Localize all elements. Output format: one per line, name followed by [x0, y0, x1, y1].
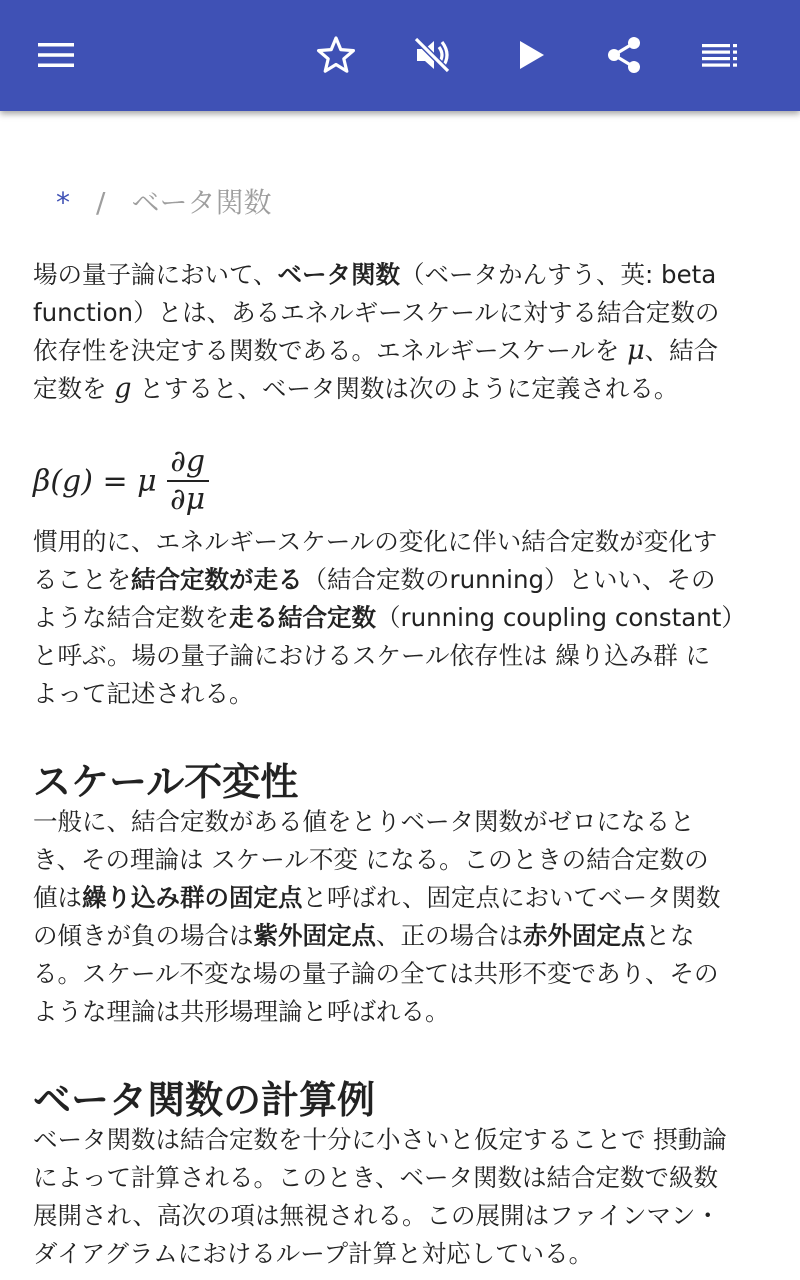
text: 値は [33, 883, 82, 912]
term-bold: 走る結合定数 [229, 603, 376, 632]
term-bold: 繰り込み群の固定点 [82, 883, 303, 912]
table-of-contents-button[interactable] [692, 27, 748, 83]
scale-invariance-paragraph [33, 803, 773, 1031]
text: 慣用的に、エネルギースケールの変化に伴い結合定数が変化す [33, 527, 718, 556]
formula-numerator: ∂g [170, 444, 206, 479]
bookmark-button[interactable] [308, 27, 364, 83]
share-icon [602, 33, 646, 77]
text: き、その理論は スケール不変 になる。このときの結合定数の [33, 845, 709, 874]
text: ダイアグラムにおけるループ計算と対応している。 [33, 1239, 594, 1268]
text: とすると、ベータ関数は次のように定義される。 [131, 374, 679, 403]
toc-icon [698, 33, 742, 77]
article-content [0, 111, 800, 1280]
term-bold: 紫外固定点 [253, 921, 376, 950]
text: 、正の場合は [376, 921, 523, 950]
breadcrumb [56, 181, 271, 221]
volume-off-icon [410, 33, 454, 77]
text: （結合定数のrunning）といい、その [302, 565, 716, 594]
text: ベータ関数は結合定数を十分に小さいと仮定することで 摂動論 [33, 1125, 727, 1154]
text: によって計算される。このとき、ベータ関数は結合定数で級数 [33, 1163, 719, 1192]
math-g: g [114, 373, 132, 404]
app-bar [0, 0, 800, 111]
calculation-paragraph [33, 1121, 773, 1273]
play-button[interactable] [502, 27, 558, 83]
section-heading-scale-invariance: スケール不変性 [33, 760, 299, 804]
text: 、結合 [644, 336, 719, 365]
beta-function-formula [33, 441, 209, 521]
text: （running coupling constant） [376, 603, 746, 632]
running-paragraph [33, 523, 773, 713]
math-mu: μ [627, 335, 645, 366]
text: function）とは、あるエネルギースケールに対する結合定数の [33, 298, 720, 327]
text: の傾きが負の場合は [33, 921, 254, 950]
breadcrumb-current: ベータ関数 [131, 186, 272, 219]
breadcrumb-separator: / [96, 186, 106, 219]
text: 定数を [33, 374, 115, 403]
text: 依存性を決定する関数である。エネルギースケールを [33, 336, 628, 365]
formula-fraction [167, 444, 209, 518]
mute-button[interactable] [404, 27, 460, 83]
menu-icon [34, 33, 78, 77]
menu-button[interactable] [28, 27, 84, 83]
text: よって記述される。 [33, 679, 254, 708]
text: と呼ぶ。場の量子論におけるスケール依存性は 繰り込み群 に [33, 641, 711, 670]
text: （ベータかんすう、英: beta [400, 260, 717, 289]
text: と呼ばれ、固定点においてベータ関数 [302, 883, 721, 912]
intro-paragraph [33, 256, 773, 408]
text: 展開され、高次の項は無視される。この展開はファインマン・ [33, 1201, 720, 1230]
share-button[interactable] [596, 27, 652, 83]
text: ような理論は共形場理論と呼ばれる。 [33, 997, 450, 1026]
term-bold: 赤外固定点 [523, 921, 646, 950]
formula-lhs: β(g) = μ [33, 463, 157, 499]
term-bold: ベータ関数 [277, 260, 401, 289]
text: 一般に、結合定数がある値をとりベータ関数がゼロになると [33, 807, 695, 836]
play-icon [508, 33, 552, 77]
star-icon [314, 33, 358, 77]
term-bold: 結合定数が走る [131, 565, 303, 594]
section-heading-calculation-example: ベータ関数の計算例 [33, 1078, 376, 1122]
breadcrumb-home-link[interactable]: * [56, 186, 70, 219]
text: ような結合定数を [33, 603, 229, 632]
text: る。スケール不変な場の量子論の全ては共形不変であり、その [33, 959, 719, 988]
text: ることを [33, 565, 131, 594]
text: とな [645, 921, 695, 950]
text: 場の量子論において、 [33, 260, 278, 289]
formula-denominator: ∂μ [170, 482, 206, 517]
